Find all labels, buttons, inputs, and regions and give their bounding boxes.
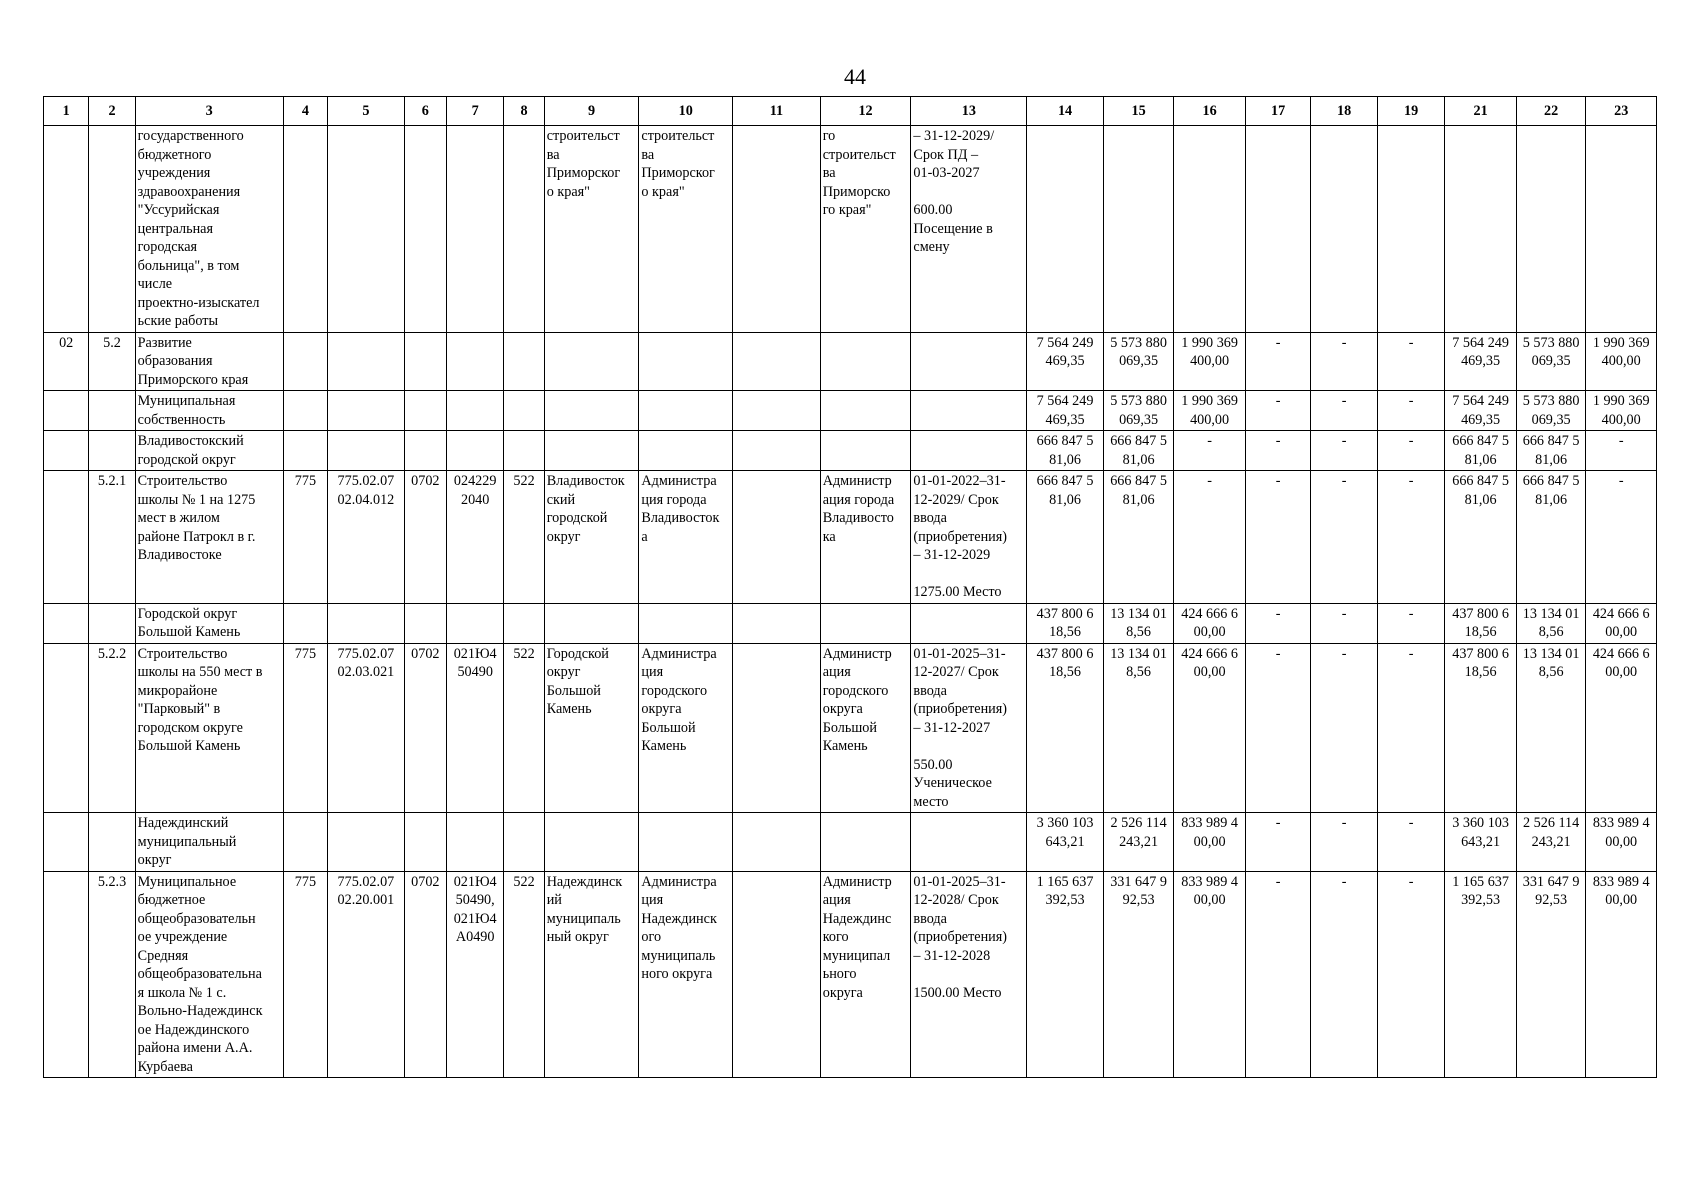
- column-header: 5: [328, 97, 405, 126]
- table-cell-c14: 437 800 6 18,56: [1027, 643, 1104, 813]
- table-cell-c11: [733, 471, 821, 604]
- column-header: 16: [1174, 97, 1246, 126]
- column-header: 7: [446, 97, 503, 126]
- table-cell-c22: 331 647 9 92,53: [1516, 871, 1586, 1078]
- table-cell-c5: [328, 603, 405, 643]
- table-cell-c14: 7 564 249 469,35: [1027, 332, 1104, 391]
- table-cell-c5: [328, 431, 405, 471]
- table-cell-c11: [733, 391, 821, 431]
- table-cell-c12: [820, 391, 911, 431]
- table-cell-c17: -: [1245, 332, 1310, 391]
- table-cell-c13: [911, 813, 1027, 872]
- column-header: 2: [89, 97, 135, 126]
- table-cell-c2: 5.2.1: [89, 471, 135, 604]
- table-row: [44, 643, 1657, 813]
- table-row: [44, 813, 1657, 872]
- table-cell-c19: -: [1377, 813, 1445, 872]
- table-cell-c21: 437 800 6 18,56: [1445, 643, 1517, 813]
- column-header: 14: [1027, 97, 1104, 126]
- table-cell-c13: [911, 603, 1027, 643]
- table-cell-c3: Городской округ Большой Камень: [135, 603, 283, 643]
- table-cell-c5: [328, 813, 405, 872]
- table-cell-c7: 024229 2040: [446, 471, 503, 604]
- table-cell-c6: 0702: [404, 471, 446, 604]
- table-cell-c21: 7 564 249 469,35: [1445, 332, 1517, 391]
- table-cell-c5: [328, 332, 405, 391]
- table-cell-c2: [89, 391, 135, 431]
- table-cell-c8: [504, 603, 544, 643]
- table-cell-c12: Администр ация Надеждинс кого муниципал ьного округа: [820, 871, 911, 1078]
- table-cell-c1: [44, 813, 89, 872]
- table-cell-c16: 1 990 369 400,00: [1174, 332, 1246, 391]
- table-cell-c5: [328, 391, 405, 431]
- table-cell-c16: -: [1174, 471, 1246, 604]
- column-header: 6: [404, 97, 446, 126]
- table-cell-c18: -: [1311, 871, 1377, 1078]
- table-cell-c9: [544, 813, 639, 872]
- table-cell-c12: [820, 813, 911, 872]
- table-cell-c17: -: [1245, 471, 1310, 604]
- table-cell-c15: 2 526 114 243,21: [1103, 813, 1174, 872]
- table-cell-c8: [504, 391, 544, 431]
- table-cell-c7: [446, 813, 503, 872]
- table-row: [44, 391, 1657, 431]
- table-cell-c18: -: [1311, 603, 1377, 643]
- table-cell-c16: 1 990 369 400,00: [1174, 391, 1246, 431]
- table-cell-c3: Строительство школы на 550 мест в микрорайоне "Парковый" в городском округе Большой Камень: [135, 643, 283, 813]
- table-cell-c2: [89, 603, 135, 643]
- table-cell-c19: -: [1377, 871, 1445, 1078]
- table-cell-c7: 021Ю4 50490, 021Ю4 А0490: [446, 871, 503, 1078]
- table-cell-c9: Городской округ Большой Камень: [544, 643, 639, 813]
- table-cell-c8: [504, 431, 544, 471]
- table-cell-c11: [733, 643, 821, 813]
- table-cell-c21: 1 165 637 392,53: [1445, 871, 1517, 1078]
- table-cell-c5: 775.02.07 02.20.001: [328, 871, 405, 1078]
- table-cell-c17: -: [1245, 603, 1310, 643]
- table-cell-c10: строительст ва Приморског о края": [639, 126, 733, 333]
- table-cell-c19: -: [1377, 643, 1445, 813]
- table-cell-c18: -: [1311, 471, 1377, 604]
- table-cell-c6: 0702: [404, 871, 446, 1078]
- table-cell-c10: [639, 813, 733, 872]
- table-cell-c18: [1311, 126, 1377, 333]
- table-cell-c13: 01-01-2022–31- 12-2029/ Срок ввода (приобретения) – 31-12-2029 1275.00 Место: [911, 471, 1027, 604]
- budget-table: [43, 96, 1657, 1078]
- table-cell-c15: [1103, 126, 1174, 333]
- table-cell-c22: 5 573 880 069,35: [1516, 332, 1586, 391]
- column-header: 15: [1103, 97, 1174, 126]
- table-cell-c6: [404, 332, 446, 391]
- table-cell-c2: [89, 431, 135, 471]
- table-cell-c13: 01-01-2025–31- 12-2027/ Срок ввода (приобретения) – 31-12-2027 550.00 Ученическое место: [911, 643, 1027, 813]
- table-cell-c16: 833 989 4 00,00: [1174, 813, 1246, 872]
- table-cell-c2: 5.2.2: [89, 643, 135, 813]
- table-cell-c23: 424 666 6 00,00: [1586, 603, 1657, 643]
- table-cell-c22: 13 134 01 8,56: [1516, 643, 1586, 813]
- table-cell-c1: [44, 643, 89, 813]
- table-cell-c10: Администра ция города Владивосток а: [639, 471, 733, 604]
- table-cell-c11: [733, 431, 821, 471]
- table-cell-c23: [1586, 126, 1657, 333]
- table-cell-c2: [89, 126, 135, 333]
- table-cell-c19: -: [1377, 603, 1445, 643]
- column-header: 21: [1445, 97, 1517, 126]
- table-cell-c2: [89, 813, 135, 872]
- table-cell-c8: 522: [504, 643, 544, 813]
- table-cell-c11: [733, 871, 821, 1078]
- column-header: 10: [639, 97, 733, 126]
- table-cell-c18: -: [1311, 332, 1377, 391]
- table-cell-c14: 7 564 249 469,35: [1027, 391, 1104, 431]
- table-cell-c5: 775.02.07 02.04.012: [328, 471, 405, 604]
- table-cell-c4: 775: [283, 643, 327, 813]
- table-cell-c6: [404, 391, 446, 431]
- table-cell-c3: Надеждинский муниципальный округ: [135, 813, 283, 872]
- table-cell-c22: 5 573 880 069,35: [1516, 391, 1586, 431]
- table-cell-c15: 331 647 9 92,53: [1103, 871, 1174, 1078]
- table-cell-c11: [733, 603, 821, 643]
- table-cell-c1: [44, 603, 89, 643]
- table-row: [44, 431, 1657, 471]
- table-cell-c22: 2 526 114 243,21: [1516, 813, 1586, 872]
- table-cell-c11: [733, 126, 821, 333]
- table-cell-c4: [283, 332, 327, 391]
- table-cell-c8: [504, 126, 544, 333]
- column-header: 9: [544, 97, 639, 126]
- page-number: 44: [844, 64, 866, 89]
- table-cell-c21: 437 800 6 18,56: [1445, 603, 1517, 643]
- table-cell-c18: -: [1311, 431, 1377, 471]
- table-cell-c1: [44, 391, 89, 431]
- table-cell-c4: 775: [283, 871, 327, 1078]
- table-cell-c10: Администра ция Надеждинск ого муниципаль ного округа: [639, 871, 733, 1078]
- table-cell-c10: [639, 391, 733, 431]
- table-cell-c1: [44, 871, 89, 1078]
- table-cell-c3: Муниципальное бюджетное общеобразовательн ое учреждение Средняя общеобразовательна я школа № 1 с. Вольно-Надеждинск ое Надеждинского района имени А.А. Курбаева: [135, 871, 283, 1078]
- table-cell-c10: [639, 431, 733, 471]
- table-cell-c7: [446, 603, 503, 643]
- column-header: 13: [911, 97, 1027, 126]
- column-header: 1: [44, 97, 89, 126]
- table-cell-c4: [283, 126, 327, 333]
- column-header: 17: [1245, 97, 1310, 126]
- table-cell-c10: Администра ция городского округа Большой Камень: [639, 643, 733, 813]
- table-cell-c17: -: [1245, 391, 1310, 431]
- table-cell-c12: го строительст ва Приморско го края": [820, 126, 911, 333]
- table-cell-c17: -: [1245, 813, 1310, 872]
- table-cell-c3: государственного бюджетного учреждения здравоохранения "Уссурийская центральная городская больница", в том числе проектно-изыскател ьские работы: [135, 126, 283, 333]
- table-cell-c9: строительст ва Приморског о края": [544, 126, 639, 333]
- table-cell-c9: [544, 332, 639, 391]
- table-cell-c3: Муниципальная собственность: [135, 391, 283, 431]
- table-cell-c23: -: [1586, 471, 1657, 604]
- table-cell-c16: -: [1174, 431, 1246, 471]
- table-row: [44, 471, 1657, 604]
- table-cell-c16: 833 989 4 00,00: [1174, 871, 1246, 1078]
- table-cell-c16: 424 666 6 00,00: [1174, 603, 1246, 643]
- table-cell-c6: 0702: [404, 643, 446, 813]
- table-cell-c21: 666 847 5 81,06: [1445, 471, 1517, 604]
- table-cell-c15: 13 134 01 8,56: [1103, 643, 1174, 813]
- table-cell-c18: -: [1311, 391, 1377, 431]
- table-cell-c19: -: [1377, 332, 1445, 391]
- column-header: 19: [1377, 97, 1445, 126]
- table-cell-c7: 021Ю4 50490: [446, 643, 503, 813]
- table-cell-c4: 775: [283, 471, 327, 604]
- table-cell-c16: [1174, 126, 1246, 333]
- table-cell-c4: [283, 603, 327, 643]
- table-cell-c9: Владивосток ский городской округ: [544, 471, 639, 604]
- table-cell-c9: Надеждинск ий муниципаль ный округ: [544, 871, 639, 1078]
- table-cell-c12: Администр ация городского округа Большой Камень: [820, 643, 911, 813]
- table-cell-c19: -: [1377, 471, 1445, 604]
- column-header: 23: [1586, 97, 1657, 126]
- table-cell-c16: 424 666 6 00,00: [1174, 643, 1246, 813]
- table-cell-c22: 666 847 5 81,06: [1516, 471, 1586, 604]
- table-cell-c4: [283, 391, 327, 431]
- table-cell-c17: [1245, 126, 1310, 333]
- table-cell-c12: [820, 431, 911, 471]
- table-cell-c13: – 31-12-2029/ Срок ПД – 01-03-2027 600.00 Посещение в смену: [911, 126, 1027, 333]
- table-cell-c13: 01-01-2025–31- 12-2028/ Срок ввода (приобретения) – 31-12-2028 1500.00 Место: [911, 871, 1027, 1078]
- table-cell-c14: 666 847 5 81,06: [1027, 471, 1104, 604]
- column-header: 8: [504, 97, 544, 126]
- table-cell-c19: [1377, 126, 1445, 333]
- table-cell-c6: [404, 813, 446, 872]
- table-cell-c6: [404, 126, 446, 333]
- column-header: 18: [1311, 97, 1377, 126]
- table-cell-c4: [283, 431, 327, 471]
- table-cell-c19: -: [1377, 391, 1445, 431]
- table-cell-c11: [733, 332, 821, 391]
- column-header: 22: [1516, 97, 1586, 126]
- table-cell-c10: [639, 603, 733, 643]
- table-cell-c22: 13 134 01 8,56: [1516, 603, 1586, 643]
- table-cell-c21: 3 360 103 643,21: [1445, 813, 1517, 872]
- table-cell-c15: 5 573 880 069,35: [1103, 391, 1174, 431]
- table-cell-c7: [446, 431, 503, 471]
- table-cell-c1: [44, 126, 89, 333]
- table-cell-c14: 3 360 103 643,21: [1027, 813, 1104, 872]
- table-cell-c5: 775.02.07 02.03.021: [328, 643, 405, 813]
- table-cell-c18: -: [1311, 813, 1377, 872]
- column-header: 11: [733, 97, 821, 126]
- table-cell-c17: -: [1245, 643, 1310, 813]
- table-cell-c3: Строительство школы № 1 на 1275 мест в жилом районе Патрокл в г. Владивостоке: [135, 471, 283, 604]
- table-cell-c18: -: [1311, 643, 1377, 813]
- table-cell-c7: [446, 126, 503, 333]
- table-cell-c1: [44, 471, 89, 604]
- table-cell-c22: 666 847 5 81,06: [1516, 431, 1586, 471]
- table-cell-c1: 02: [44, 332, 89, 391]
- table-row: [44, 332, 1657, 391]
- table-cell-c6: [404, 603, 446, 643]
- table-cell-c13: [911, 332, 1027, 391]
- table-cell-c14: 437 800 6 18,56: [1027, 603, 1104, 643]
- column-header: 4: [283, 97, 327, 126]
- header-row: [44, 97, 1657, 126]
- table-cell-c22: [1516, 126, 1586, 333]
- table-cell-c17: -: [1245, 871, 1310, 1078]
- table-cell-c23: -: [1586, 431, 1657, 471]
- column-header: 12: [820, 97, 911, 126]
- table-cell-c11: [733, 813, 821, 872]
- table-cell-c13: [911, 391, 1027, 431]
- table-cell-c8: 522: [504, 471, 544, 604]
- table-cell-c10: [639, 332, 733, 391]
- table-cell-c21: 7 564 249 469,35: [1445, 391, 1517, 431]
- table-row: [44, 603, 1657, 643]
- table-cell-c23: 833 989 4 00,00: [1586, 871, 1657, 1078]
- table-cell-c14: 1 165 637 392,53: [1027, 871, 1104, 1078]
- table-cell-c5: [328, 126, 405, 333]
- table-cell-c4: [283, 813, 327, 872]
- table-cell-c12: [820, 603, 911, 643]
- table-cell-c12: Администр ация города Владивосто ка: [820, 471, 911, 604]
- table-cell-c21: [1445, 126, 1517, 333]
- table-cell-c23: 833 989 4 00,00: [1586, 813, 1657, 872]
- table-cell-c19: -: [1377, 431, 1445, 471]
- table-cell-c8: 522: [504, 871, 544, 1078]
- table-cell-c7: [446, 391, 503, 431]
- table-cell-c9: [544, 603, 639, 643]
- table-cell-c23: 1 990 369 400,00: [1586, 391, 1657, 431]
- table-row: [44, 126, 1657, 333]
- table-cell-c3: Владивостокский городской округ: [135, 431, 283, 471]
- table-cell-c1: [44, 431, 89, 471]
- table-cell-c2: 5.2: [89, 332, 135, 391]
- table-cell-c7: [446, 332, 503, 391]
- table-cell-c14: [1027, 126, 1104, 333]
- table-cell-c15: 666 847 5 81,06: [1103, 471, 1174, 604]
- table-cell-c8: [504, 332, 544, 391]
- table-cell-c6: [404, 431, 446, 471]
- table-cell-c14: 666 847 5 81,06: [1027, 431, 1104, 471]
- table-cell-c23: 424 666 6 00,00: [1586, 643, 1657, 813]
- table-cell-c15: 13 134 01 8,56: [1103, 603, 1174, 643]
- table-row: [44, 871, 1657, 1078]
- table-cell-c15: 5 573 880 069,35: [1103, 332, 1174, 391]
- table-cell-c3: Развитие образования Приморского края: [135, 332, 283, 391]
- table-cell-c21: 666 847 5 81,06: [1445, 431, 1517, 471]
- table-cell-c8: [504, 813, 544, 872]
- table-cell-c12: [820, 332, 911, 391]
- table-cell-c9: [544, 431, 639, 471]
- table-cell-c23: 1 990 369 400,00: [1586, 332, 1657, 391]
- table-cell-c9: [544, 391, 639, 431]
- table-cell-c13: [911, 431, 1027, 471]
- column-header: 3: [135, 97, 283, 126]
- table-cell-c15: 666 847 5 81,06: [1103, 431, 1174, 471]
- table-cell-c2: 5.2.3: [89, 871, 135, 1078]
- table-cell-c17: -: [1245, 431, 1310, 471]
